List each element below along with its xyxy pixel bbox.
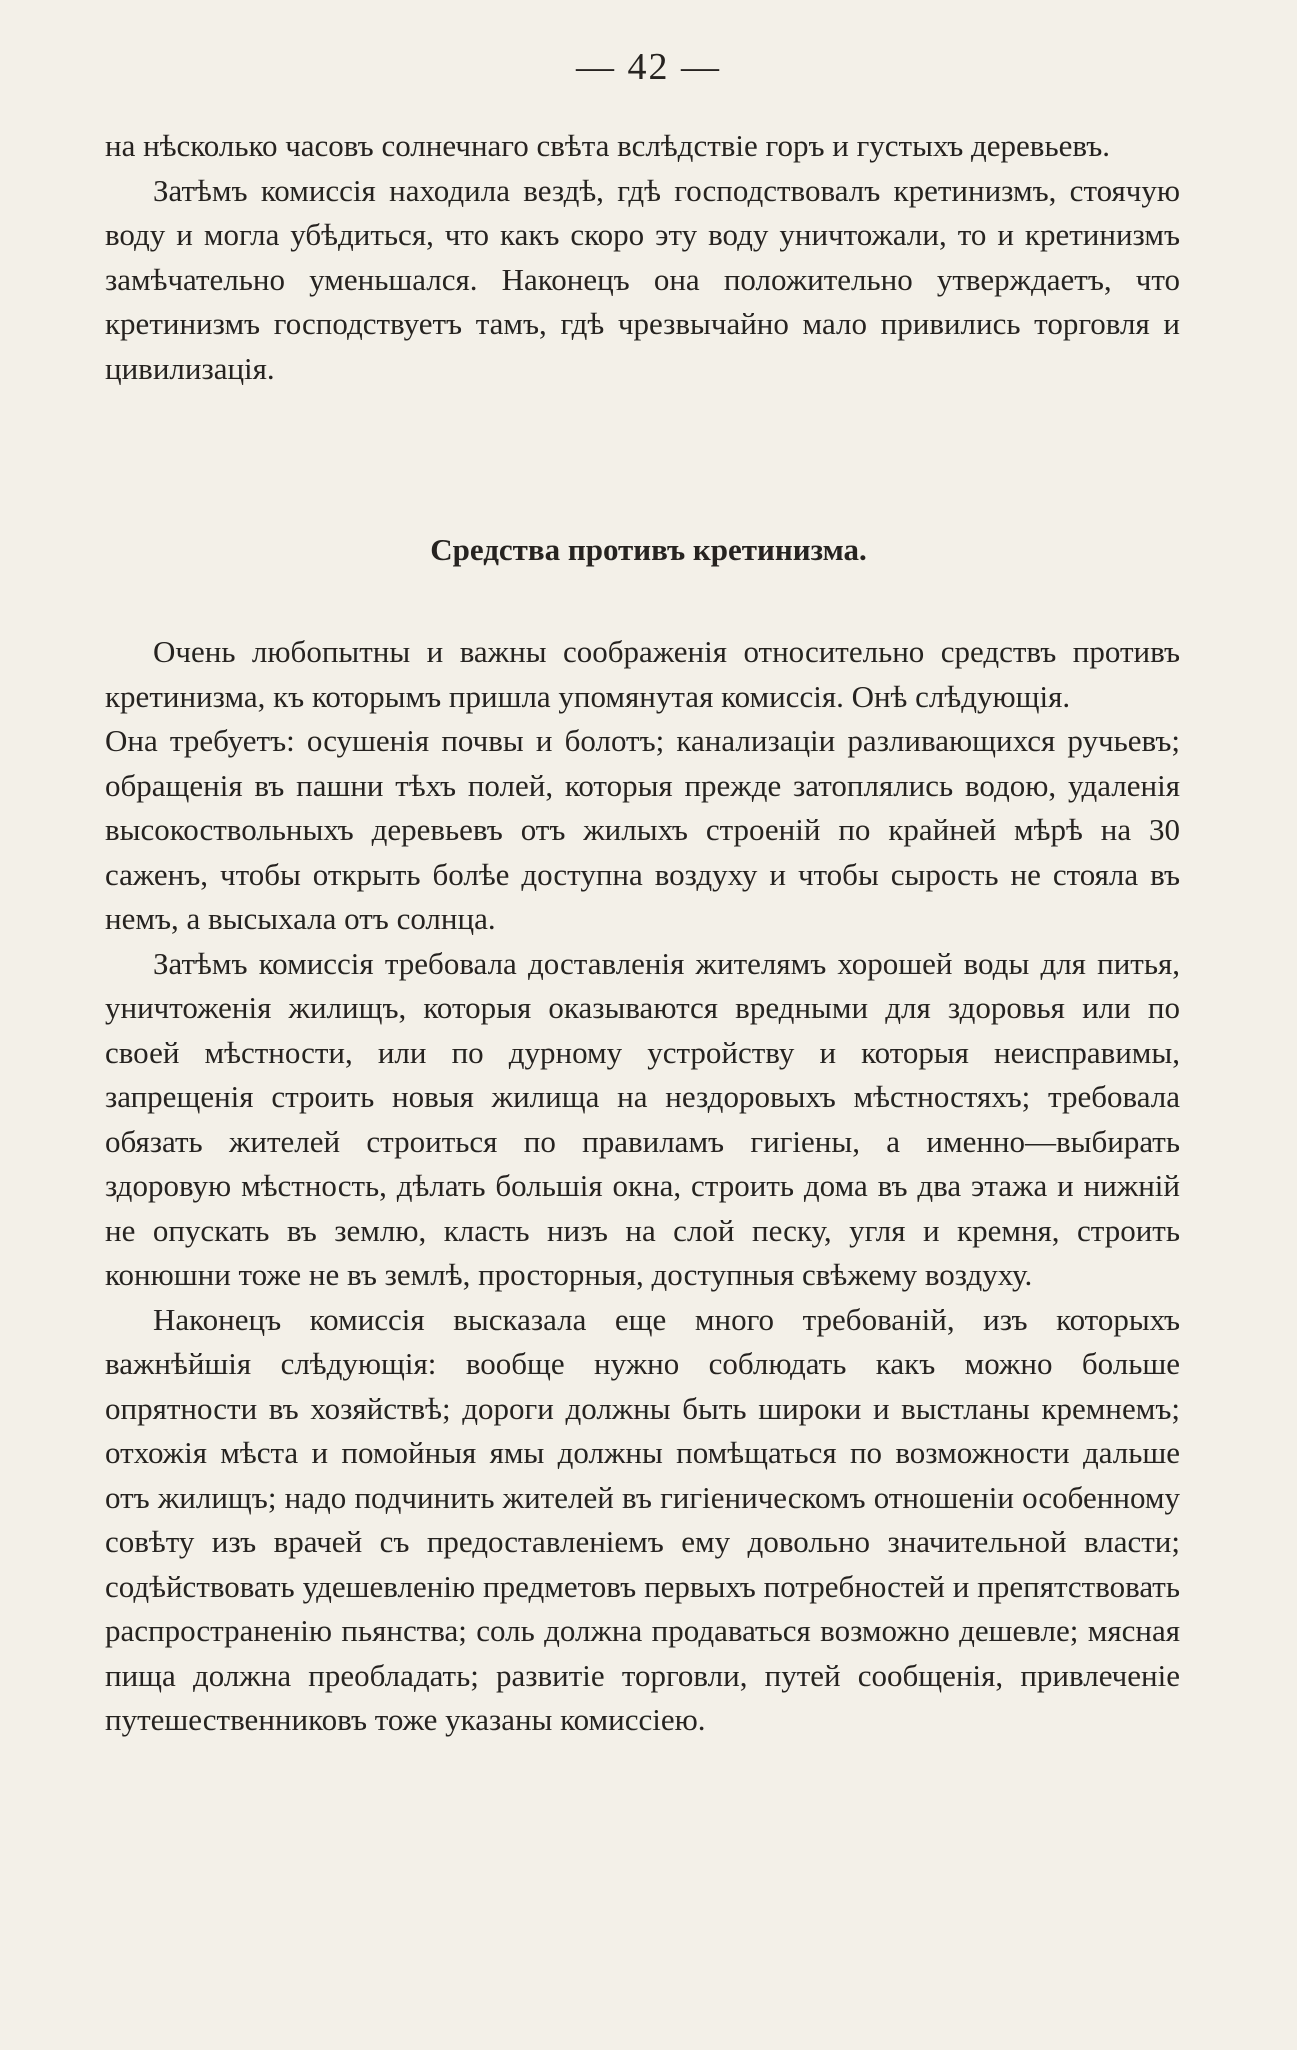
intro-text — [105, 124, 1180, 391]
paragraph: Она требуетъ: осушенія почвы и болотъ; канализаціи разливающихся ручьевъ; обращенія въ пашни тѣхъ полей, которыя прежде затоплялись водою, удаленія высокоствольныхъ деревьевъ отъ жилыхъ строеній по крайней мѣрѣ на 30 саженъ, чтобы открыть болѣе доступна воздуху и чтобы сырость не стояла въ немъ, а высыхала отъ солнца. — [105, 723, 1180, 936]
section-heading: Средства противъ кретинизма. — [430, 532, 867, 567]
paragraph: на нѣсколько часовъ солнечнаго свѣта вслѣдствіе горъ и густыхъ деревьевъ. — [105, 128, 1110, 163]
paragraph: Затѣмъ комиссія требовала доставленія жителямъ хорошей воды для питья, уничтоженія жилищъ, которыя оказываются вредными для здоровья или по своей мѣстности, или по дурному устройству и которыя неисправимы, запрещенія строить новыя жилища на нездоровыхъ мѣстностяхъ; требовала обязать жителей строиться по правиламъ гигіены, а именно—выбирать здоровую мѣстность, дѣлать большія окна, строить дома въ два этажа и нижній не опускать въ землю, класть низъ на слой песку, угля и кремня, строить конюшни тоже не въ землѣ, просторныя, доступныя свѣжему воздуху. — [105, 945, 1180, 1292]
paragraph: Затѣмъ комиссія находила вездѣ, гдѣ господствовалъ кретинизмъ, стоячую воду и могла убѣдиться, что какъ скоро эту воду уничтожали, то и кретинизмъ замѣчательно уменьшался. Наконецъ она положительно утверждаетъ, что кретинизмъ господствуетъ тамъ, гдѣ чрезвычайно мало привились торговля и цивилизація. — [105, 172, 1180, 386]
paragraph: Наконецъ комиссія высказала еще много требованій, изъ которыхъ важнѣйшія слѣдующія: вообще нужно соблюдать какъ можно больше опрятности въ хозяйствѣ; дороги должны быть широки и выстланы кремнемъ; отхожія мѣста и помойныя ямы должны помѣщаться по возможности дальше отъ жилищъ; надо подчинить жителей въ гигіеническомъ отношеніи особенному совѣту изъ врачей съ предоставленіемъ ему довольно значительной власти; содѣйствовать удешевленію предметовъ первыхъ потребностей и препятствовать распространенію пьянства; соль должна продаваться возможно дешевле; мясная пища должна преобладать; развитіе торговли, путей сообщенія, привлеченіе путешественниковъ тоже указаны комиссіею. — [105, 1301, 1180, 1737]
paragraph: Очень любопытны и важны соображенія относительно средствъ противъ кретинизма, къ которымъ пришла упомянутая комиссія. Онѣ слѣдующія. — [105, 634, 1180, 714]
body-text — [105, 630, 1180, 1743]
page-number: — 42 — — [576, 46, 721, 88]
